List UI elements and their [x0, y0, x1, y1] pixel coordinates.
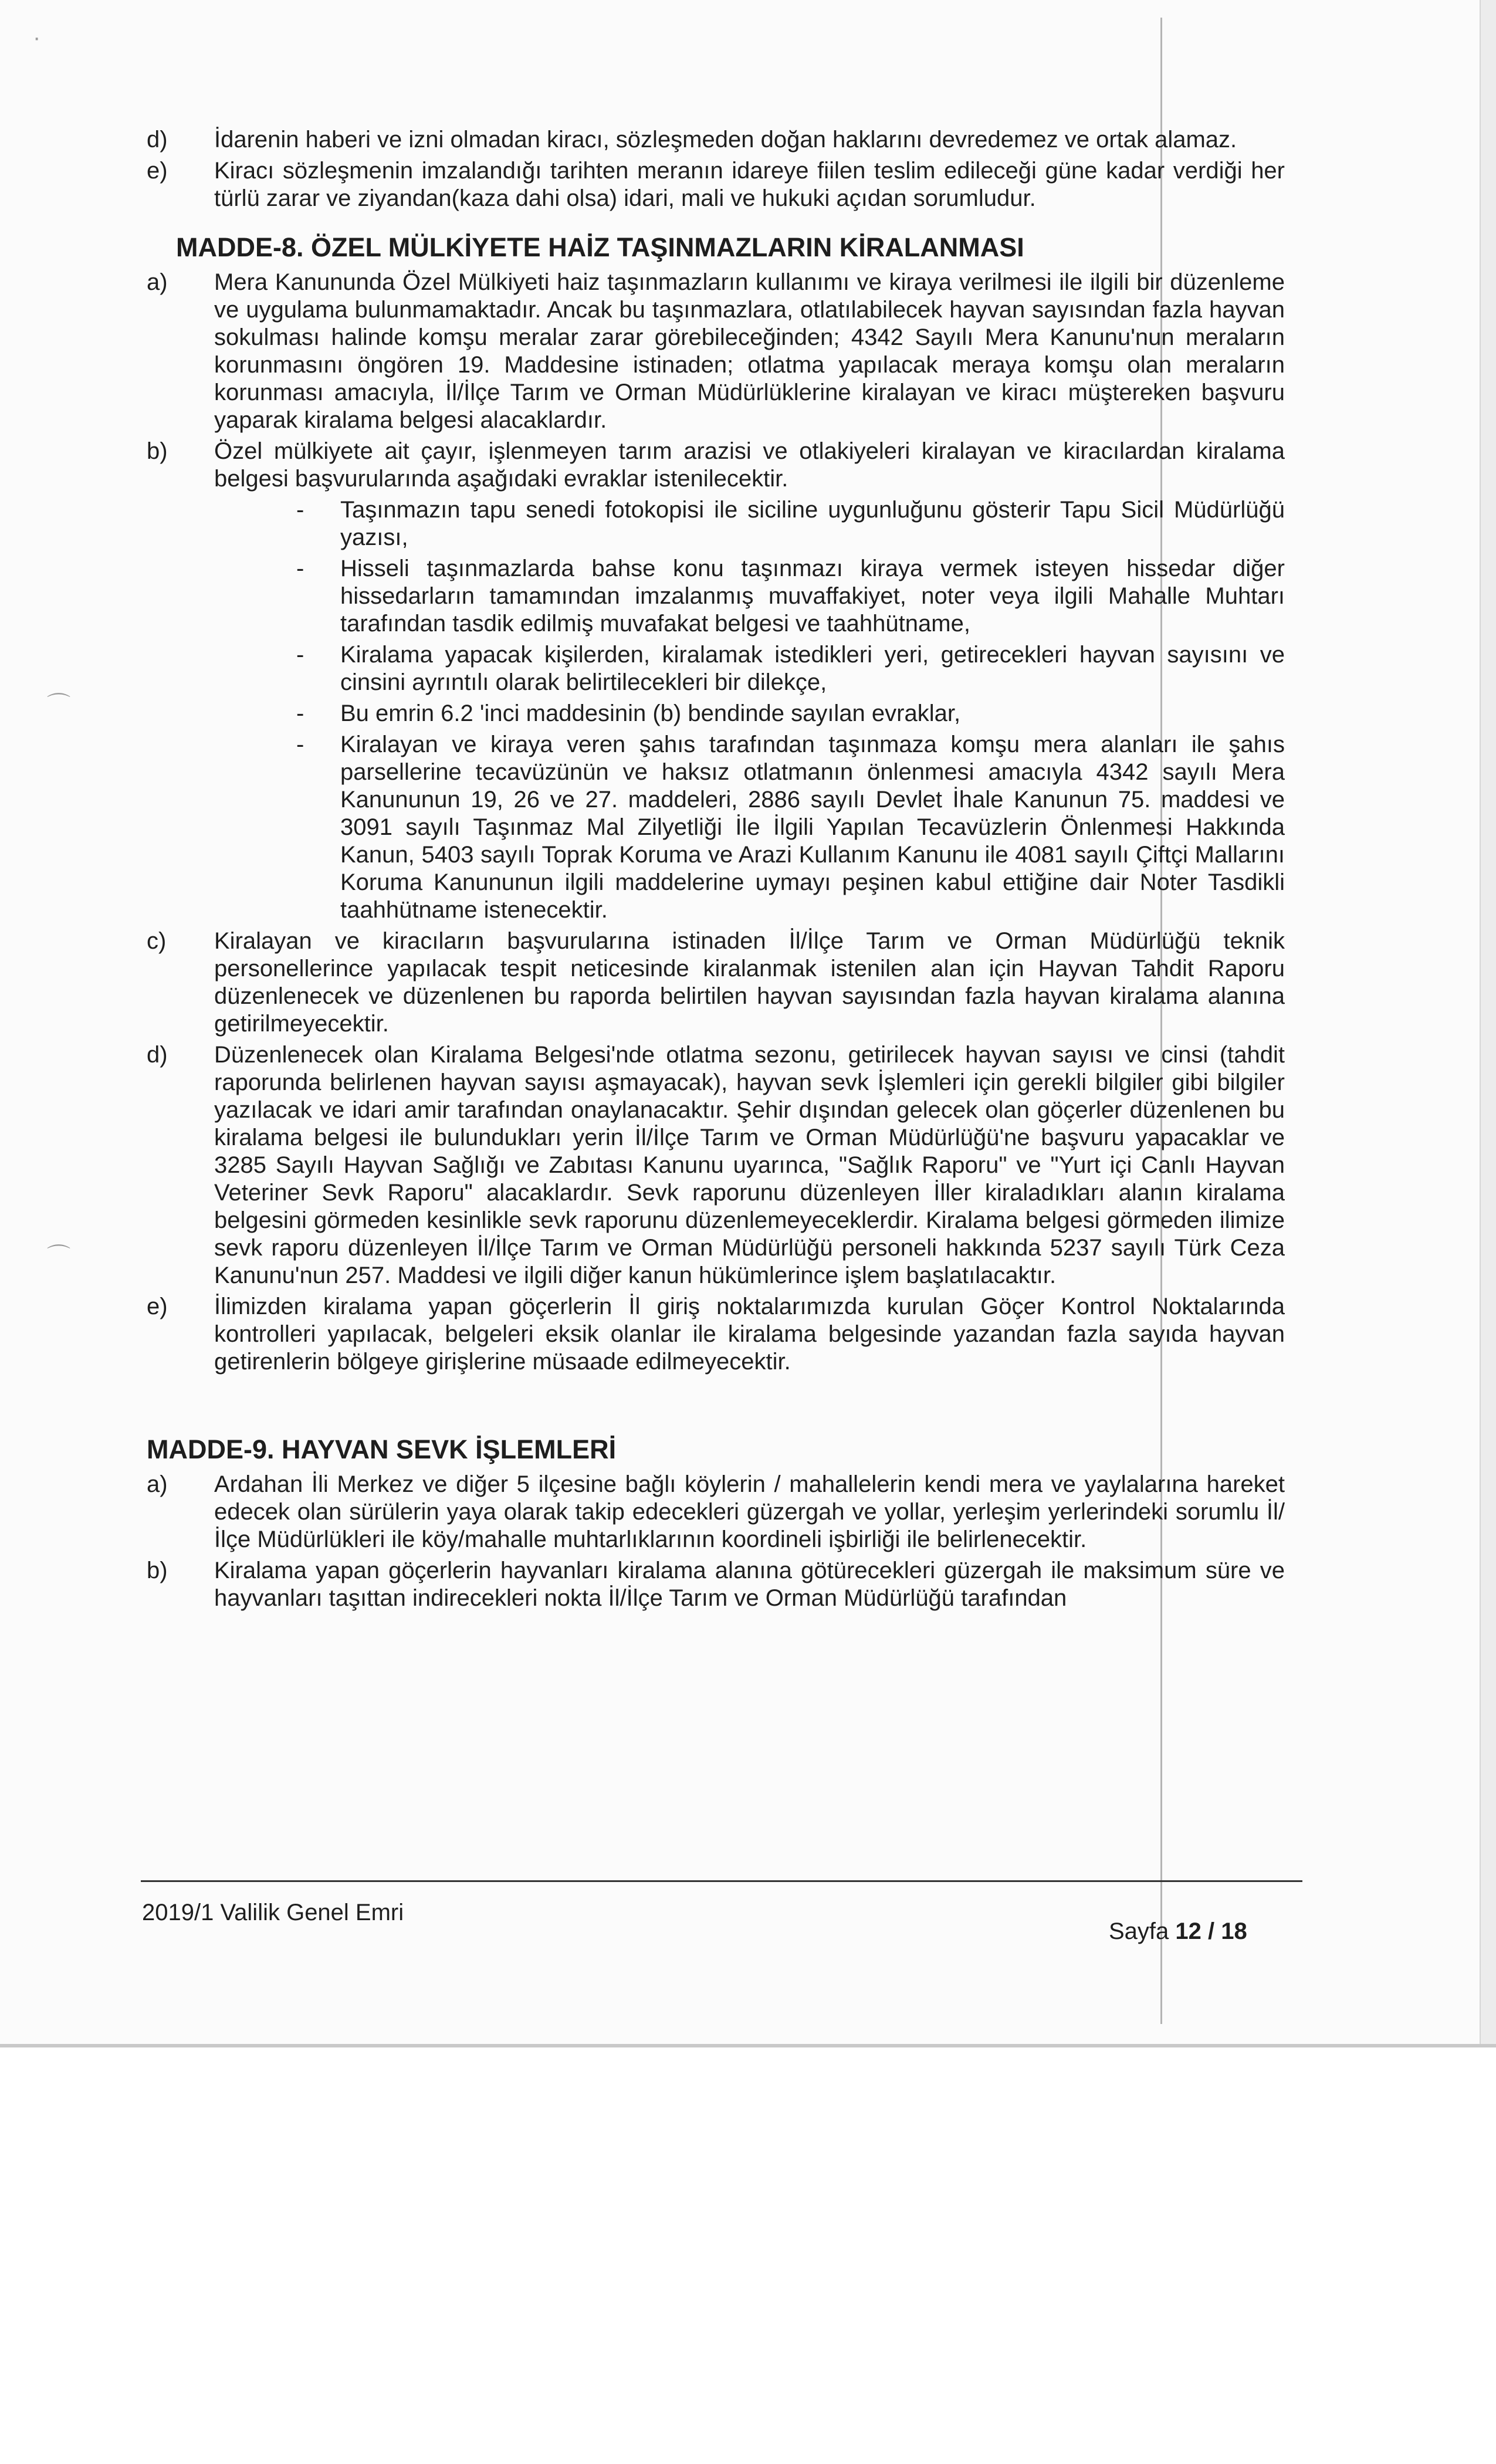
item-text: Mera Kanununda Özel Mülkiyeti haiz taşınmazların kullanımı ve kiraya verilmesi ile ilgili bir düzenleme ve uygulama bulunmamaktadır. Ancak bu taşınmazlara, otlatılabilecek hayvan sayısından fazla hayvan sokulması halinde komşu meralar zarar görebileceğinden; 4342 Sayılı Mera Kanunu'nun meraların korunmasını öngören 19. Maddesine istinaden; otlatma yapılacak meraya komşu olan meraların korunması amacıyla, İl/İlçe Tarım ve Orman Müdürlüklerine kiralayan ve kiracı müştereken başvuru yaparak kiralama belgesi alacaklardır.	[214, 269, 1285, 433]
item-text: Düzenlenecek olan Kiralama Belgesi'nde otlatma sezonu, getirilecek hayvan sayısı ve cinsi (tahdit raporunda belirlenen hayvan sayısı aşmayacak), hayvan sevk İşlemleri için gerekli bilgiler gibi bilgiler yazılacak ve idari amir tarafından onaylanacaktır. Şehir dışından gelecek olan göçerler düzenlenen bu kiralama belgesi ile bulundukları yerin İl/İlçe Tarım ve Orman Müdürlüğü'ne başvuru yapacaklar ve 3285 Sayılı Hayvan Sağlığı ve Zabıtası Kanunu uyarınca, "Sağlık Raporu" ve "Yurt içi Canlı Hayvan Veteriner Sevk Raporu" alacaklardır. Sevk raporunu düzenleyen İller kiraladıkları alanın kiralama belgesini görmeden kesinlikle sevk raporunu düzenlemeyeceklerdir. Kiralama belgesi görmeden ilimize sevk raporu düzenleyen İl/İlçe Tarım ve Orman Müdürlüğü personeli hakkında 5237 sayılı Türk Ceza Kanunu'nun 257. Maddesi ve ilgili diğer kanun hükümlerince işlem başlatılacaktır.	[214, 1042, 1285, 1288]
list-item	[147, 1557, 1285, 1612]
item-text: Özel mülkiyete ait çayır, işlenmeyen tarım arazisi ve otlakiyeleri kiralayan ve kiracılardan kiralama belgesi başvurularında aşağıdaki evraklar istenilecektir.	[214, 438, 1285, 492]
list-item	[147, 928, 1285, 1038]
dash-item-text: Bu emrin 6.2 'inci maddesinin (b) bendinde sayılan evraklar,	[340, 700, 961, 726]
dash-mark: -	[296, 497, 304, 523]
section-heading-madde-9: MADDE-9. HAYVAN SEVK İŞLEMLERİ	[147, 1434, 617, 1464]
footer-divider	[141, 1880, 1302, 1882]
hole-punch-mark: ⌒	[47, 692, 70, 718]
list-item	[147, 269, 1285, 434]
page-prefix: Sayfa	[1109, 1918, 1169, 1944]
scan-speck: ·	[33, 25, 41, 50]
item-label: b)	[147, 438, 168, 464]
dash-item-text: Hisseli taşınmazlarda bahse konu taşınmazı kiraya vermek isteyen hissedar diğer hissedarların tamamından imzalanmış muvaffakiyet, noter veya ilgili Mahalle Muhtarı tarafından tasdik edilmiş muvafakat belgesi ve taahhütname,	[340, 556, 1285, 637]
hole-punch-mark: ⌒	[47, 1244, 70, 1270]
list-item	[147, 157, 1285, 212]
list-item	[147, 1471, 1285, 1553]
item-text: Ardahan İli Merkez ve diğer 5 ilçesine bağlı köylerin / mahallelerin kendi mera ve yaylalarına hareket edecek olan sürülerin yaya olarak takip edecekleri güzergah ve yollar, yerleşim yerlerindeki sorumlu İl/İlçe Müdürlükleri ile köy/mahalle muhtarlıklarının koordineli işbirliği ile belirlenecektir.	[214, 1471, 1285, 1552]
document-body	[147, 126, 1285, 1616]
item-label: e)	[147, 1294, 168, 1319]
item-label: d)	[147, 127, 168, 153]
item-text: Kiralayan ve kiracıların başvurularına istinaden İl/İlçe Tarım ve Orman Müdürlüğü teknik personellerince yapılacak tespit neticesinde kiralanmak istenilen alan için Hayvan Tahdit Raporu düzenlenecek ve düzenlenen bu raporda belirtilen hayvan sayısından fazla hayvan kiralama alanına getirilmeyecektir.	[214, 928, 1285, 1037]
item-label: d)	[147, 1042, 168, 1068]
dash-list-item	[147, 700, 1285, 727]
item-text: Kiralama yapan göçerlerin hayvanları kiralama alanına götürecekleri güzergah ile maksimum süre ve hayvanları taşıttan indirecekleri nokta İl/İlçe Tarım ve Orman Müdürlüğü tarafından	[214, 1558, 1285, 1611]
item-label: a)	[147, 1471, 168, 1497]
list-item	[147, 438, 1285, 493]
item-label: a)	[147, 269, 168, 295]
scan-edge-right	[1480, 0, 1496, 2047]
dash-mark: -	[296, 556, 304, 581]
scan-edge-bottom	[0, 2044, 1496, 2047]
dash-item-text: Kiralayan ve kiraya veren şahıs tarafından taşınmaza komşu mera alanları ile şahıs parsellerine tecavüzünün ve haksız otlatmanın önlenmesi amacıyla 4342 sayılı Mera Kanununun 19, 26 ve 27. maddeleri, 2886 sayılı Devlet İhale Kanunun 75. maddesi ve 3091 sayılı Taşınmaz Mal Zilyetliği İle İlgili Yapılan Tecavüzlerin Önlenmesi Hakkında Kanun, 5403 sayılı Toprak Koruma ve Arazi Kullanım Kanunu ile 4081 sayılı Çiftçi Mallarını Koruma Kanununun ilgili maddelerine uymayı peşinen kabul ettiğine dair Noter Tasdikli taahhütname istenecektir.	[340, 732, 1285, 923]
section-heading-madde-8: MADDE-8. ÖZEL MÜLKİYETE HAİZ TAŞINMAZLARIN KİRALANMASI	[176, 232, 1024, 262]
dash-list-item	[147, 731, 1285, 924]
dash-mark: -	[296, 732, 304, 757]
item-label: b)	[147, 1558, 168, 1583]
dash-list-item	[147, 641, 1285, 696]
list-item	[147, 1041, 1285, 1289]
list-item	[147, 126, 1285, 154]
dash-mark: -	[296, 642, 304, 668]
dash-item-text: Taşınmazın tapu senedi fotokopisi ile siciline uygunluğunu gösterir Tapu Sicil Müdürlüğü yazısı,	[340, 497, 1285, 550]
dash-item-text: Kiralama yapacak kişilerden, kiralamak istedikleri yeri, getirecekleri hayvan sayısını ve cinsini ayrıntılı olarak belirtilecekleri bir dilekçe,	[340, 642, 1285, 695]
item-label: e)	[147, 158, 168, 184]
item-text: İdarenin haberi ve izni olmadan kiracı, sözleşmeden doğan haklarını devredemez ve ortak alamaz.	[214, 127, 1237, 153]
item-label: c)	[147, 928, 167, 954]
page-number	[1109, 1918, 1247, 1945]
dash-mark: -	[296, 700, 304, 726]
list-item	[147, 1293, 1285, 1376]
dash-list-item	[147, 555, 1285, 638]
dash-list-item	[147, 496, 1285, 551]
item-text: İlimizden kiralama yapan göçerlerin İl giriş noktalarımızda kurulan Göçer Kontrol Noktalarında kontrolleri yapılacak, belgeleri eksik olanlar ile kiralama belgesinde yazandan fazla sayıda hayvan getirenlerin bölgeye girişlerine müsaade edilmeyecektir.	[214, 1294, 1285, 1375]
footer-document-title: 2019/1 Valilik Genel Emri	[142, 1900, 404, 1925]
page-count: 12 / 18	[1175, 1918, 1247, 1944]
item-text: Kiracı sözleşmenin imzalandığı tarihten meranın idareye fiilen teslim edileceği güne kadar verdiği her türlü zarar ve ziyandan(kaza dahi olsa) idari, mali ve hukuki açıdan sorumludur.	[214, 158, 1285, 211]
